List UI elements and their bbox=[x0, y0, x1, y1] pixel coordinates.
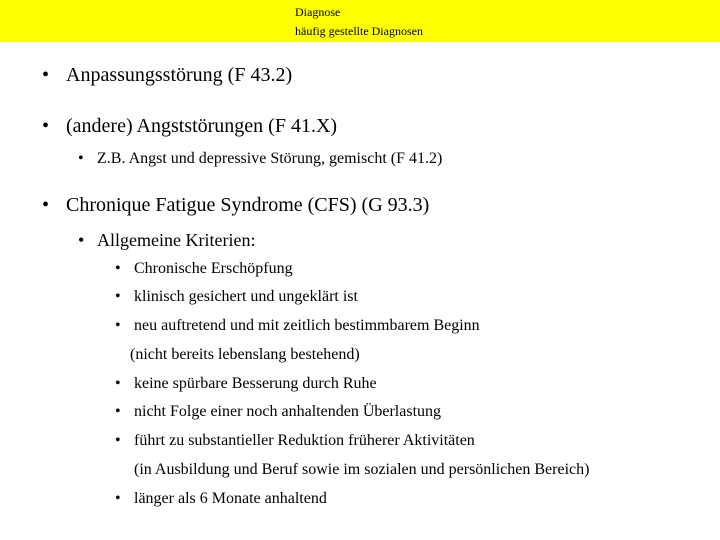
bullet-icon: • bbox=[115, 375, 121, 392]
bullet-icon: • bbox=[42, 64, 50, 86]
bullet-icon: • bbox=[42, 194, 50, 216]
criterion-item: klinisch gesichert und ungeklärt ist bbox=[134, 288, 358, 305]
item-angst-depressiv: Z.B. Angst und depressive Störung, gemischt (F 41.2) bbox=[97, 150, 443, 167]
criterion-continuation: (in Ausbildung und Beruf sowie im sozialen und persönlichen Bereich) bbox=[134, 461, 590, 478]
criterion-item: nicht Folge einer noch anhaltenden Überlastung bbox=[134, 403, 442, 420]
bullet-icon: • bbox=[42, 115, 50, 137]
item-cfs: Chronique Fatigue Syndrome (CFS) (G 93.3) bbox=[66, 194, 430, 216]
bullet-icon: • bbox=[115, 490, 121, 507]
bullet-icon: • bbox=[115, 317, 121, 334]
bullet-icon: • bbox=[115, 288, 121, 305]
criterion-item: führt zu substantieller Reduktion früherer Aktivitäten bbox=[134, 432, 475, 449]
item-angststoerungen: (andere) Angststörungen (F 41.X) bbox=[66, 115, 338, 137]
bullet-icon: • bbox=[115, 432, 121, 449]
criterion-item: länger als 6 Monate anhaltend bbox=[134, 490, 327, 507]
item-allgemeine-kriterien: Allgemeine Kriterien: bbox=[97, 230, 256, 250]
item-anpassungsstoerung: Anpassungsstörung (F 43.2) bbox=[66, 64, 293, 86]
criterion-item: neu auftretend und mit zeitlich bestimmbarem Beginn bbox=[134, 317, 480, 334]
bullet-icon: • bbox=[115, 403, 121, 420]
slide-title: Diagnose bbox=[295, 5, 341, 19]
bullet-icon: • bbox=[115, 260, 121, 277]
bullet-icon: • bbox=[78, 230, 85, 250]
slide-subtitle: häufig gestellte Diagnosen bbox=[295, 24, 423, 38]
criterion-item: keine spürbare Besserung durch Ruhe bbox=[134, 375, 377, 392]
bullet-icon: • bbox=[78, 150, 84, 167]
criterion-item: Chronische Erschöpfung bbox=[134, 260, 293, 277]
criterion-continuation: (nicht bereits lebenslang bestehend) bbox=[130, 346, 360, 363]
header-bar bbox=[0, 0, 720, 42]
